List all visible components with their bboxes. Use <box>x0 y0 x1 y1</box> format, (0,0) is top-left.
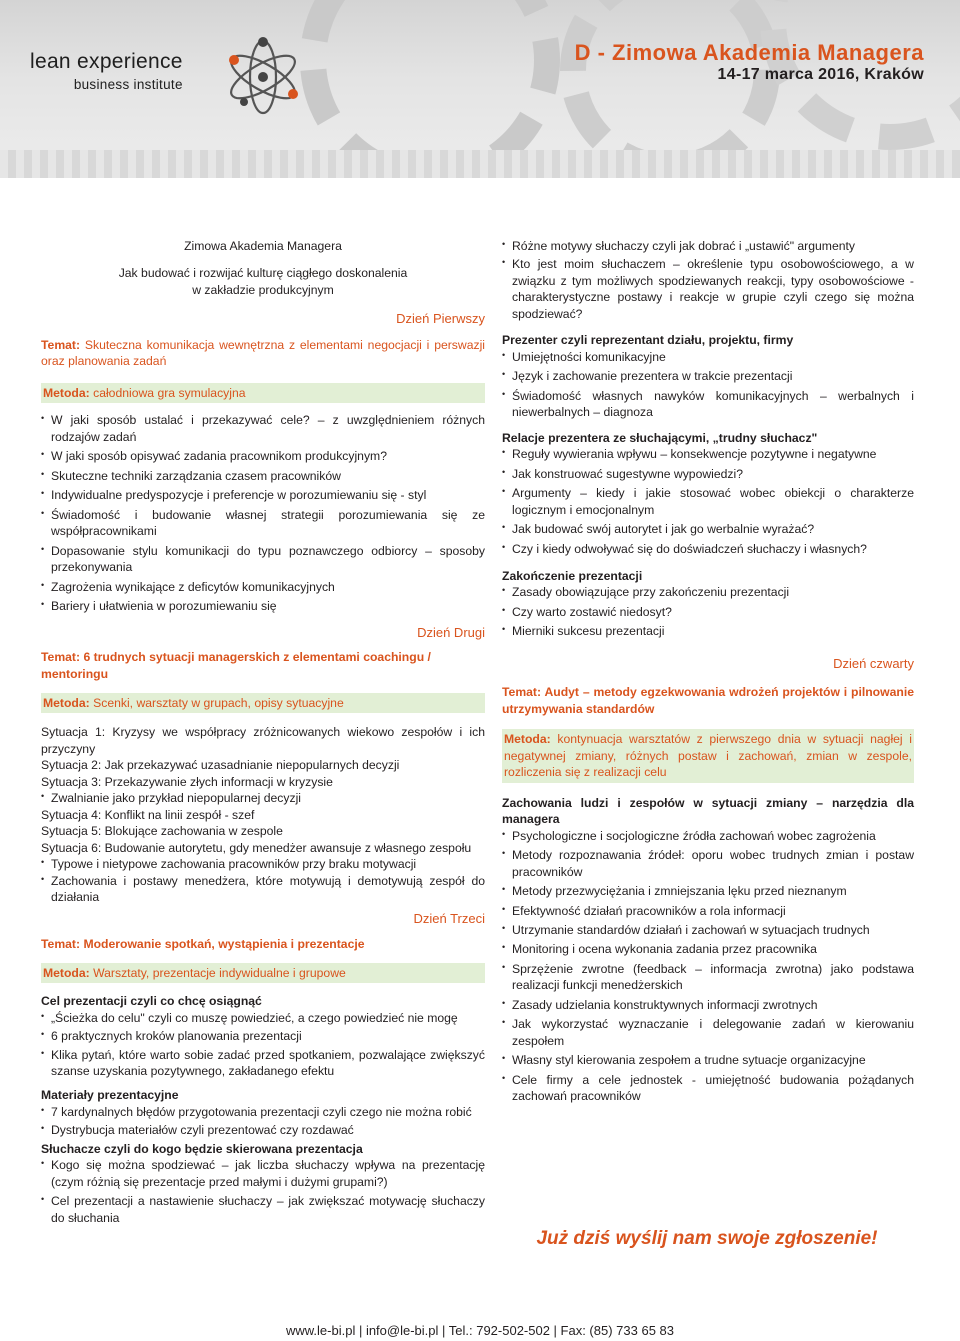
list-item: • Metody rozpoznawania źródeł: oporu wobec trudnych zmian i postaw pracowników <box>502 847 914 880</box>
event-title: D - Zimowa Akademia Managera <box>574 40 924 65</box>
list-item: • Zasady obowiązujące przy zakończeniu prezentacji <box>502 584 914 600</box>
list-item: • Język i zachowanie prezentera w trakcie prezentacji <box>502 368 914 384</box>
section-heading: Prezenter czyli reprezentant działu, projektu, firmy <box>502 333 794 348</box>
day1-bullet-list <box>41 412 485 614</box>
metoda-key: Metoda: <box>43 385 90 400</box>
logo-sub-text: business institute <box>73 77 183 92</box>
list-item: • Kto jest moim słuchaczem – określenie typu osobowościowego, a w związku z tym możliwych spodziewanych reakcji, typy osobowościowe - charakterystyczne postawy i reakcje w grupie czyli czego się można spodziewać? <box>502 256 914 322</box>
day3-bullet-list <box>41 1104 485 1139</box>
list-item: • Mierniki sukcesu prezentacji <box>502 623 914 639</box>
situation-item: • Typowe i nietypowe zachowania pracowników przy braku motywacji <box>41 856 485 872</box>
temat-key: Temat: <box>41 937 81 952</box>
metoda-key: Metoda: <box>43 965 90 980</box>
situation-item: • Zachowania i postawy menedżera, które motywują i demotywują zespół do działania <box>41 873 485 906</box>
day3-bullet-list <box>41 1157 485 1226</box>
day4-bullet-list <box>502 828 914 1105</box>
day-label: Dzień czwarty <box>833 655 914 671</box>
list-item: • 6 praktycznych kroków planowania prezentacji <box>41 1028 485 1044</box>
right-bullet-list <box>502 349 914 421</box>
logo[interactable] <box>30 50 183 94</box>
metoda-key: Metoda: <box>504 732 551 747</box>
temat-key: Temat: <box>41 337 81 352</box>
list-item: • Efektywność działań pracowników a rola informacji <box>502 903 914 919</box>
program-subtitle: w zakładzie produkcyjnym <box>192 282 334 297</box>
call-to-action[interactable]: Już dziś wyślij nam swoje zgłoszenie! <box>536 1228 878 1249</box>
program-title: Zimowa Akademia Managera <box>184 239 342 253</box>
situation-item: Sytuacja 2: Jak przekazywać uzasadnianie niepopularnych decyzji <box>41 758 400 773</box>
temat-text: Moderowanie spotkań, wystąpienia i prezentacje <box>80 937 365 952</box>
list-item: • Czy warto zostawić niedosyt? <box>502 604 914 620</box>
list-item: • Kogo się można spodziewać – jak liczba słuchaczy wpływa na prezentację (czym różnią się prezentacje przed małymi i dużymi grupami?) <box>41 1157 485 1190</box>
list-item: • Dystrybucja materiałów czyli prezentować czy rozdawać <box>41 1122 485 1138</box>
list-item: • Jak konstruować sugestywne wypowiedzi? <box>502 466 914 482</box>
list-item: • W jaki sposób opisywać zadania pracownikom produkcyjnym? <box>41 448 485 464</box>
temat <box>502 684 914 717</box>
list-item: • Własny styl kierowania zespołem a trudne sytuacje organizacyjne <box>502 1052 914 1068</box>
list-item: • Klika pytań, które warto sobie zadać przed spotkaniem, pozwalające zwiększyć szanse uzyskania pozytywnego, zakładanego efektu <box>41 1047 485 1080</box>
list-item: • Argumenty – kiedy i jakie stosować wobec obiekcji o charakterze logicznym i emocjonalnym <box>502 485 914 518</box>
event-date: 14-17 marca 2016, Kraków <box>717 66 924 83</box>
section-heading: Zakończenie prezentacji <box>502 568 643 583</box>
metoda-text: Warsztaty, prezentacje indywidualne i grupowe <box>89 965 346 980</box>
list-item: • „Ścieżka do celu" czyli co muszę powiedzieć, a czego powiedzieć nie mogę <box>41 1010 485 1026</box>
list-item: • Utrzymanie standardów działań i zachowań w sytuacjach trudnych <box>502 922 914 938</box>
list-item: • Cele firmy a cele jednostek - umiejętność budowania pożądanych zachowań pracowników <box>502 1072 914 1105</box>
metoda <box>41 383 485 403</box>
footer-contact[interactable]: www.le-bi.pl | info@le-bi.pl | Tel.: 792-502-502 | Fax: (85) 733 65 83 <box>285 1323 674 1338</box>
metoda-text: całodniowa gra symulacyjna <box>89 385 246 400</box>
list-item: • W jaki sposób ustalać i przekazywać cele? – z uwzględnieniem różnych rodzajów zadań <box>41 412 485 445</box>
temat-key: Temat: <box>41 650 81 665</box>
list-item: • Czy i kiedy odwoływać się do doświadczeń słuchaczy i własnych? <box>502 541 914 557</box>
temat-text: Skuteczna komunikacja wewnętrzna z elementami negocjacji i perswazji oraz planowania zadań <box>41 337 485 369</box>
temat-text: 6 trudnych sytuacji managerskich z elementami coachingu / mentoringu <box>41 650 431 681</box>
day2-situation-list <box>41 724 485 905</box>
section-heading: Materiały prezentacyjne <box>41 1088 179 1103</box>
right-bullet-list <box>502 584 914 639</box>
list-item: • Reguły wywierania wpływu – konsekwencje pozytywne i negatywne <box>502 446 914 462</box>
list-item: • Różne motywy słuchaczy czyli jak dobrać i „ustawić" argumenty <box>502 238 914 254</box>
header-stripe <box>0 150 960 178</box>
list-item: • 7 kardynalnych błędów przygotowania prezentacji czyli czego nie można robić <box>41 1104 485 1120</box>
list-item: • Jak wykorzystać wyznaczanie i delegowanie zadań w kierowaniu zespołem <box>502 1016 914 1049</box>
temat <box>41 337 485 370</box>
list-item: • Zagrożenia wynikające z deficytów komunikacyjnych <box>41 579 485 595</box>
list-item: • Świadomość własnych nawyków komunikacyjnych – werbalnych i niewerbalnych – diagnoza <box>502 388 914 421</box>
right-column <box>502 238 914 1108</box>
day3-bullet-list <box>41 1010 485 1080</box>
list-item: • Umiejętności komunikacyjne <box>502 349 914 365</box>
temat <box>41 649 485 682</box>
metoda-text: kontynuacja warsztatów z pierwszego dnia w sytuacji nagłej i negatywnej zmiany, różnych postaw i zachowań, zmian w zespole, rozliczenia się z realizacji celu <box>504 732 912 780</box>
situation-item: Sytuacja 4: Konflikt na linii zespół - szef <box>41 807 255 822</box>
list-item: • Bariery i ułatwienia w porozumiewaniu się <box>41 598 485 614</box>
metoda <box>41 963 485 983</box>
right-bullet-list <box>502 446 914 557</box>
situation-item: Sytuacja 3: Przekazywanie złych informacji w kryzysie <box>41 774 333 789</box>
metoda <box>502 729 914 782</box>
metoda-key: Metoda: <box>43 696 90 710</box>
list-item: • Metody przezwyciężania i zmniejszania lęku przed nieznanym <box>502 883 914 899</box>
list-item: • Psychologiczne i socjologiczne źródła zachowań wobec zagrożenia <box>502 828 914 844</box>
day-label: Dzień Trzeci <box>413 910 485 926</box>
temat-text: Audyt – metody egzekwowania wdrożeń projektów i pilnowanie utrzymywania standardów <box>502 685 914 716</box>
list-item: • Monitoring i ocena wykonania zadania przez pracownika <box>502 941 914 957</box>
atom-logo-icon <box>222 36 304 118</box>
list-item: • Dopasowanie stylu komunikacji do typu poznawczego odbiorcy – sposoby przekonywania <box>41 543 485 576</box>
program-subtitle: Jak budować i rozwijać kulturę ciągłego doskonalenia <box>118 266 408 281</box>
left-column <box>41 238 485 1229</box>
list-item: • Skuteczne techniki zarządzania czasem pracowników <box>41 468 485 484</box>
list-item: • Sprzężenie zwrotne (feedback – informacja zwrotna) jako podstawa realizacji funkcji menedżerskich <box>502 961 914 994</box>
header-banner <box>0 0 960 178</box>
list-item: • Cel prezentacji a nastawienie słuchaczy – jak zwiększać motywację słuchaczy do słuchania <box>41 1193 485 1226</box>
day-label: Dzień Drugi <box>417 624 485 640</box>
section-heading: Cel prezentacji czyli co chcę osiągnąć <box>41 994 262 1009</box>
section-heading: Zachowania ludzi i zespołów w sytuacji zmiany – narzędzia dla managera <box>502 795 914 827</box>
day-label: Dzień Pierwszy <box>396 311 485 327</box>
temat-key: Temat: <box>502 685 542 700</box>
list-item: • Jak budować swój autorytet i jak go werbalnie wyrażać? <box>502 521 914 537</box>
right-bullet-list <box>502 238 914 322</box>
section-heading: Słuchacze czyli do kogo będzie skierowana prezentacja <box>41 1141 363 1156</box>
situation-item: Sytuacja 6: Budowanie autorytetu, gdy menedżer awansuje z własnego zespołu <box>41 840 472 855</box>
list-item: • Zasady udzielania konstruktywnych informacji zwrotnych <box>502 997 914 1013</box>
list-item: • Świadomość i budowanie własnej strategii porozumiewania się ze współpracownikami <box>41 507 485 540</box>
section-heading: Relacje prezentera ze słuchającymi, „trudny słuchacz" <box>502 430 818 445</box>
logo-main-text: lean experience <box>30 50 183 73</box>
situation-item: Sytuacja 5: Blokujące zachowania w zespole <box>41 824 283 839</box>
metoda <box>41 693 485 713</box>
list-item: • Indywidualne predyspozycje i preferencje w porozumiewaniu się - styl <box>41 487 485 503</box>
situation-item: • Zwalnianie jako przykład niepopularnej decyzji <box>41 790 485 806</box>
situation-item: Sytuacja 1: Kryzysy we współpracy zróżnicowanych wiekowo zespołów i ich przyczyny <box>41 725 485 756</box>
temat <box>41 936 485 952</box>
metoda-text: Scenki, warsztaty w grupach, opisy sytuacyjne <box>89 696 344 710</box>
